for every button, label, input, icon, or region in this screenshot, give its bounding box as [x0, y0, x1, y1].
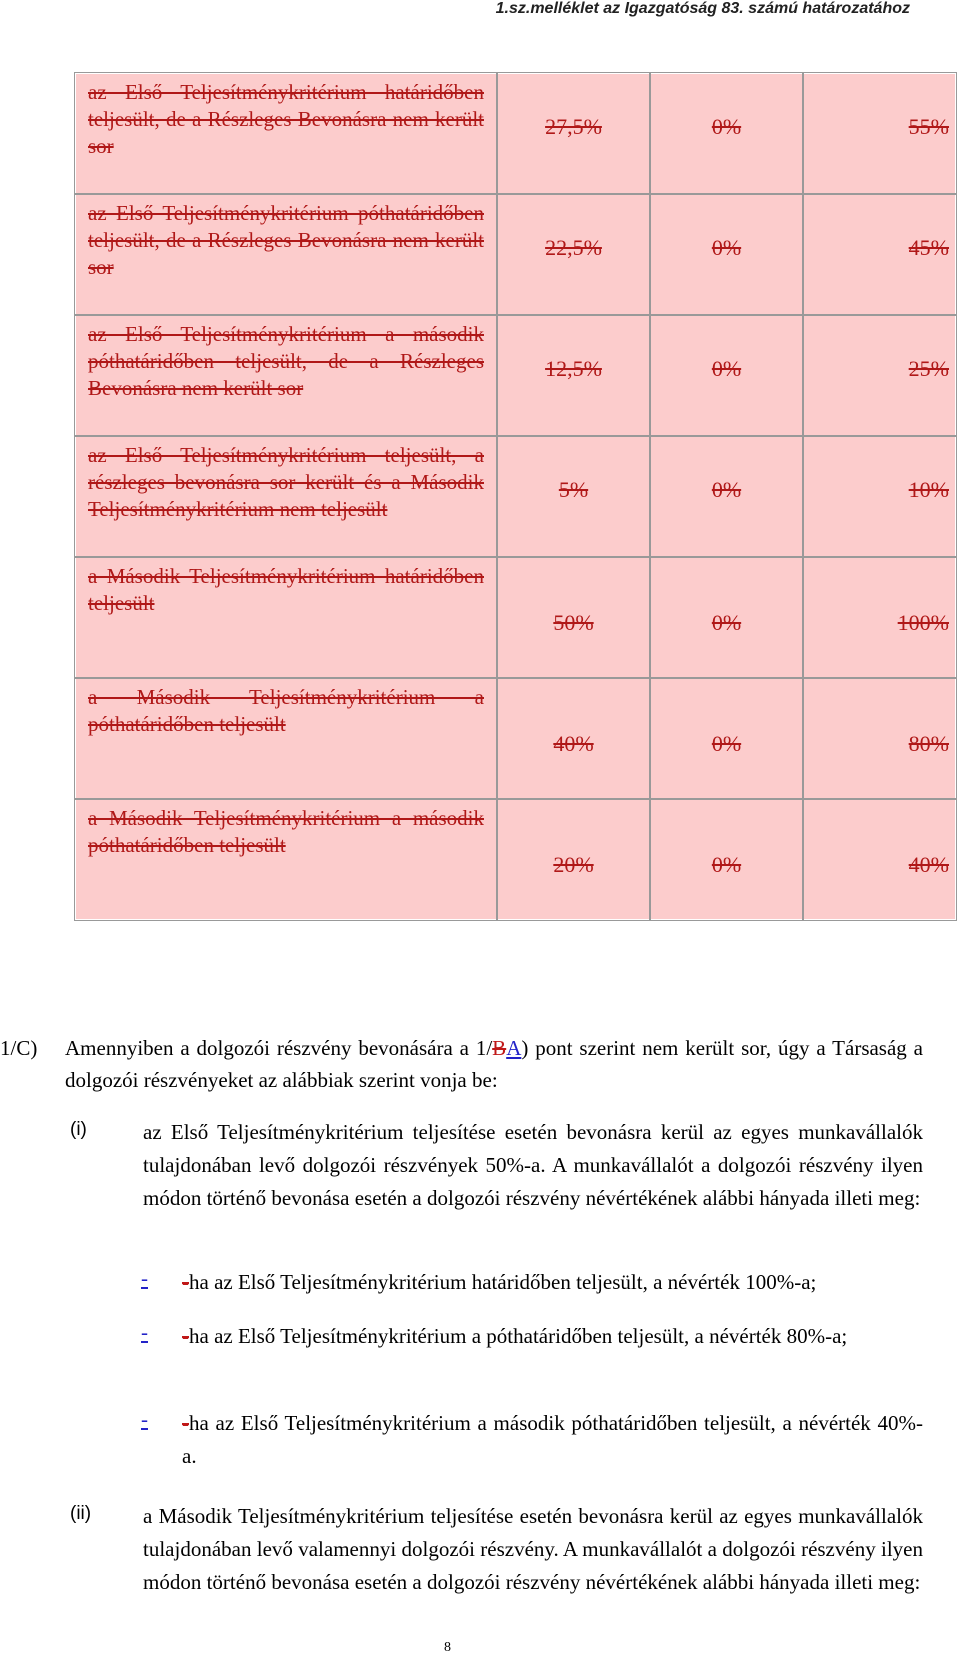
table-cell-value: 12,5%: [497, 315, 650, 436]
deleted-dash: -: [182, 1324, 189, 1348]
table-cell-value: 5%: [497, 436, 650, 557]
table-cell-condition: az Első Teljesítménykritérium teljesült, a részleges bevonásra sor került és a Második Teljesítménykritérium nem teljesült: [75, 436, 497, 557]
item-ii-text: a Második Teljesítménykritérium teljesítése esetén bevonásra kerül az egyes munkavállalók tulajdonában levő valamennyi dolgozói részvény. A munkavállalót a dolgozói részvény ilyen módon történő bevonása esetén a dolgozói részvény névértékének alábbi hányada illeti meg:: [143, 1504, 923, 1594]
section-text-before: Amennyiben a dolgozói részvény bevonására a 1/: [65, 1036, 493, 1060]
deleted-dash: -: [182, 1411, 189, 1435]
table-cell-value: 40%: [497, 678, 650, 799]
table-row: [75, 799, 956, 920]
table-cell-value: 45%: [803, 194, 956, 315]
table-cell-value: 0%: [650, 799, 803, 920]
table-cell-value: 50%: [497, 557, 650, 678]
deleted-dash: -: [182, 1270, 189, 1294]
deleted-valuation-table: [74, 72, 957, 921]
table-cell-condition: az Első Teljesítménykritérium a második póthatáridőben teljesült, de a Részleges Bevonásra nem került sor: [75, 315, 497, 436]
table-cell-condition: a Második Teljesítménykritérium a második póthatáridőben teljesült: [75, 799, 497, 920]
inserted-character: A: [506, 1036, 522, 1060]
table-cell-value: 100%: [803, 557, 956, 678]
table-cell-value: 0%: [650, 678, 803, 799]
deleted-character: B: [492, 1036, 507, 1060]
table-cell-value: 55%: [803, 73, 956, 194]
page-number: 8: [444, 1640, 451, 1655]
bullet-item: [182, 1407, 923, 1473]
item-i-text: az Első Teljesítménykritérium teljesítése esetén bevonásra kerül az egyes munkavállalók tulajdonában levő dolgozói részvények 50%-a. A munkavállalót a dolgozói részvény ilyen módon történő bevonása esetén a dolgozói részvény névértékének alábbi hányada illeti meg:: [143, 1120, 923, 1210]
table-row: [75, 557, 956, 678]
table-row: [75, 315, 956, 436]
table-cell-value: 40%: [803, 799, 956, 920]
bullet-marker: -: [141, 1320, 148, 1344]
bullet-text: ha az Első Teljesítménykritérium a póthatáridőben teljesült, a névérték 80%-a;: [189, 1324, 848, 1348]
table-row: [75, 678, 956, 799]
table-cell-value: 25%: [803, 315, 956, 436]
table-cell-value: 10%: [803, 436, 956, 557]
table-cell-value: 22,5%: [497, 194, 650, 315]
table-row: [75, 194, 956, 315]
table-cell-condition: az Első Teljesítménykritérium határidőben teljesült, de a Részleges Bevonásra nem került sor: [75, 73, 497, 194]
section-paragraph: [65, 1032, 923, 1096]
section-label: 1/C): [0, 1036, 38, 1060]
item-i-number: (i): [70, 1119, 87, 1140]
table-cell-condition: a Második Teljesítménykritérium a póthatáridőben teljesült: [75, 678, 497, 799]
item-ii-number: (ii): [70, 1503, 92, 1524]
table-row: [75, 73, 956, 194]
table-cell-value: 80%: [803, 678, 956, 799]
bullet-item: [182, 1320, 923, 1353]
table-cell-value: 27,5%: [497, 73, 650, 194]
bullet-marker: -: [141, 1266, 148, 1290]
table-row: [75, 436, 956, 557]
table-cell-value: 0%: [650, 315, 803, 436]
document-header: 1.sz.melléklet az Igazgatóság 83. számú határozatához: [495, 0, 910, 17]
bullet-item: [182, 1266, 923, 1299]
table-cell-value: 0%: [650, 73, 803, 194]
table-cell-value: 20%: [497, 799, 650, 920]
table-cell-value: 0%: [650, 194, 803, 315]
table-cell-value: 0%: [650, 557, 803, 678]
bullet-marker: -: [141, 1407, 148, 1431]
bullet-text: ha az Első Teljesítménykritérium határidőben teljesült, a névérték 100%-a;: [189, 1270, 817, 1294]
table-cell-condition: az Első Teljesítménykritérium póthatáridőben teljesült, de a Részleges Bevonásra nem került sor: [75, 194, 497, 315]
bullet-text: ha az Első Teljesítménykritérium a második póthatáridőben teljesült, a névérték 40%-a.: [182, 1411, 923, 1468]
table-cell-value: 0%: [650, 436, 803, 557]
table-cell-condition: a Második Teljesítménykritérium határidőben teljesült: [75, 557, 497, 678]
section-text-after: ) pont szerint nem került sor, úgy a Társaság a dolgozói részvényeket az alábbiak szerint vonja be:: [65, 1036, 923, 1092]
